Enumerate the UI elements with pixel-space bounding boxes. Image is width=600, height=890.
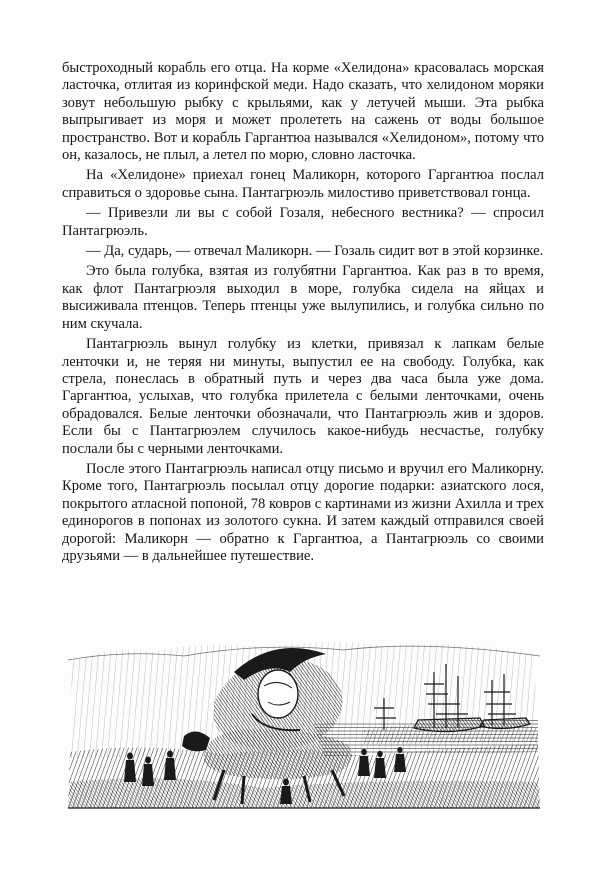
engraving-illustration <box>64 632 544 810</box>
paragraph-1: быстроходный корабль его отца. На корме «Хелидона» красовалась морская ласточка, отлитая из коринфской меди. Надо сказать, что хелидоном моряки зовут небольшую рыбку с крыльями, как у летучей мыши. Эта рыбка выпрыгивает из моря и может пролететь на сажень от воды большое пространство. Вот и корабль Гаргантюа назывался «Хелидоном», потому что он, казалось, не плыл, а летел по морю, словно ласточка. <box>62 60 544 164</box>
paragraph-3: — Привезли ли вы с собой Гозаля, небесного вестника? — спросил Пантагрюэль. <box>62 205 544 239</box>
paragraph-2: На «Хелидоне» приехал гонец Маликорн, которого Гаргантюа послал справиться о здоровье сына. Пантагрюэль милостиво приветствовал гонца. <box>62 167 544 201</box>
paragraph-7: После этого Пантагрюэль написал отцу письмо и вручил его Маликорну. Кроме того, Пантагрюэль посылал отцу дорогие подарки: азиатского лося, покрытого атласной попоной, 78 ковров с картинами из жизни Ахилла и трех единорогов в попонах из золотого сукна. И затем каждый отправился своей дорогой: Маликорн — обратно к Гаргантюа, а Пантагрюэль со своими друзьями — в дальнейшее путешествие. <box>62 460 544 564</box>
paragraph-6: Пантагрюэль вынул голубку из клетки, привязал к лапкам белые ленточки и, не теряя ни минуты, выпустил ее на свободу. Голубка, как стрела, понеслась в обратный путь и через два часа была уже дома. Гаргантюа, услыхав, что голубка прилетела с белыми ленточками, очень обрадовался. Белые ленточки обозначали, что Пантагрюэль жив и здоров. Если бы с Пантагрюэлем случилось какое-нибудь несчастье, голубку послали бы с черными ленточками. <box>62 336 544 457</box>
page-text <box>62 60 544 568</box>
paragraph-4: — Да, сударь, — отвечал Маликорн. — Гозаль сидит вот в этой корзинке. <box>86 243 544 260</box>
paragraph-5: Это была голубка, взятая из голубятни Гаргантюа. Как раз в то время, как флот Пантагрюэля выходил в море, голубка сидела на яйцах и высиживала птенцов. Теперь птенцы уже вылупились, и голубка сильно по ним скучала. <box>62 263 544 332</box>
